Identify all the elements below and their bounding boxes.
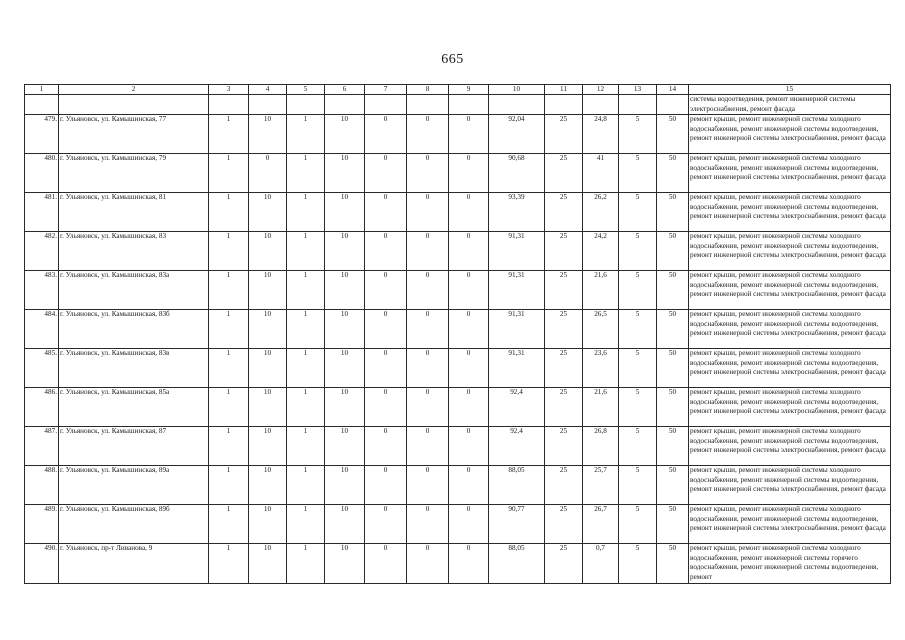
address-cell: г. Ульяновск, пр-т Ливанова, 9 [59,544,209,583]
value-cell: 0 [449,154,489,193]
value-cell: 1 [209,505,249,544]
value-cell: 0 [449,466,489,505]
value-cell: 1 [287,388,325,427]
value-cell: 0 [365,310,407,349]
value-cell: 1 [287,505,325,544]
column-number: 12 [583,85,619,95]
table-row [25,427,891,466]
value-cell: 10 [249,193,287,232]
column-number: 3 [209,85,249,95]
value-cell: 1 [287,193,325,232]
table-row [25,271,891,310]
value-cell: 5 [619,193,657,232]
value-cell: 50 [657,310,689,349]
column-number: 1 [25,85,59,95]
address-cell: г. Ульяновск, ул. Камышинская, 83а [59,271,209,310]
value-cell: 91,31 [489,232,545,271]
column-number: 10 [489,85,545,95]
value-cell: 0 [407,193,449,232]
value-cell: 5 [619,310,657,349]
value-cell: 0 [365,193,407,232]
value-cell: 0 [365,466,407,505]
row-number-cell: 486. [25,388,59,427]
value-cell: 25 [545,466,583,505]
value-cell: 25 [545,154,583,193]
value-cell: 50 [657,388,689,427]
value-cell: 90,68 [489,154,545,193]
empty-cell [365,95,407,115]
value-cell: 0 [365,154,407,193]
value-cell: 5 [619,388,657,427]
address-cell: г. Ульяновск, ул. Камышинская, 77 [59,115,209,154]
value-cell: 50 [657,115,689,154]
value-cell: 92,4 [489,427,545,466]
value-cell: 0 [365,505,407,544]
empty-cell [209,95,249,115]
value-cell: 0 [365,271,407,310]
empty-cell [583,95,619,115]
value-cell: 1 [209,193,249,232]
value-cell: 90,77 [489,505,545,544]
value-cell: 25 [545,232,583,271]
registry-body [25,95,891,584]
value-cell: 92,4 [489,388,545,427]
value-cell: 0 [407,505,449,544]
registry-table [24,84,891,584]
table-row [25,310,891,349]
value-cell: 0 [407,115,449,154]
value-cell: 0 [407,271,449,310]
value-cell: 25 [545,193,583,232]
column-number-row [25,85,891,95]
value-cell: 50 [657,505,689,544]
address-cell: г. Ульяновск, ул. Камышинская, 83 [59,232,209,271]
value-cell: 25 [545,388,583,427]
value-cell: 1 [209,388,249,427]
column-number: 8 [407,85,449,95]
row-number-cell: 481. [25,193,59,232]
value-cell: 21,6 [583,388,619,427]
table-row [25,544,891,583]
value-cell: 50 [657,271,689,310]
column-number: 11 [545,85,583,95]
value-cell: 10 [325,232,365,271]
works-cell: ремонт крыши, ремонт инженерной системы холодного водоснабжения, ремонт инженерной системы горячего водоснабжения, ремонт инженерной системы водоотведения, ремонт [689,544,891,583]
value-cell: 0 [449,349,489,388]
value-cell: 25 [545,544,583,583]
value-cell: 5 [619,505,657,544]
value-cell: 0 [407,466,449,505]
row-number-cell: 483. [25,271,59,310]
row-number-cell: 485. [25,349,59,388]
value-cell: 1 [209,115,249,154]
value-cell: 5 [619,349,657,388]
empty-cell [25,95,59,115]
column-number: 2 [59,85,209,95]
value-cell: 1 [209,466,249,505]
table-row [25,232,891,271]
value-cell: 10 [325,466,365,505]
value-cell: 0 [449,193,489,232]
works-cell: ремонт крыши, ремонт инженерной системы холодного водоснабжения, ремонт инженерной системы водоотведения, ремонт инженерной системы электроснабжения, ремонт фасада [689,466,891,505]
row-number-cell: 480. [25,154,59,193]
value-cell: 92,04 [489,115,545,154]
value-cell: 1 [287,544,325,583]
value-cell: 1 [287,466,325,505]
value-cell: 26,5 [583,310,619,349]
value-cell: 50 [657,466,689,505]
value-cell: 0 [365,115,407,154]
table-row [25,349,891,388]
value-cell: 10 [249,544,287,583]
value-cell: 10 [249,271,287,310]
value-cell: 10 [325,193,365,232]
value-cell: 10 [325,154,365,193]
value-cell: 0 [449,544,489,583]
column-number: 15 [689,85,891,95]
table-row [25,466,891,505]
value-cell: 10 [249,115,287,154]
value-cell: 1 [209,271,249,310]
row-number-cell: 482. [25,232,59,271]
value-cell: 5 [619,115,657,154]
works-cell: ремонт крыши, ремонт инженерной системы холодного водоснабжения, ремонт инженерной системы водоотведения, ремонт инженерной системы электроснабжения, ремонт фасада [689,115,891,154]
continuation-row [25,95,891,115]
address-cell: г. Ульяновск, ул. Камышинская, 81 [59,193,209,232]
value-cell: 10 [249,466,287,505]
value-cell: 25 [545,505,583,544]
works-cell: ремонт крыши, ремонт инженерной системы холодного водоснабжения, ремонт инженерной системы водоотведения, ремонт инженерной системы электроснабжения, ремонт фасада [689,427,891,466]
value-cell: 1 [287,310,325,349]
value-cell: 88,05 [489,466,545,505]
value-cell: 0 [449,271,489,310]
row-number-cell: 488. [25,466,59,505]
value-cell: 10 [249,505,287,544]
value-cell: 5 [619,232,657,271]
value-cell: 5 [619,466,657,505]
value-cell: 88,05 [489,544,545,583]
value-cell: 91,31 [489,349,545,388]
value-cell: 91,31 [489,271,545,310]
value-cell: 26,8 [583,427,619,466]
value-cell: 0 [449,232,489,271]
value-cell: 10 [325,310,365,349]
works-cell: ремонт крыши, ремонт инженерной системы холодного водоснабжения, ремонт инженерной системы водоотведения, ремонт инженерной системы электроснабжения, ремонт фасада [689,154,891,193]
value-cell: 21,6 [583,271,619,310]
value-cell: 1 [287,232,325,271]
value-cell: 24,8 [583,115,619,154]
works-cell: ремонт крыши, ремонт инженерной системы холодного водоснабжения, ремонт инженерной системы водоотведения, ремонт инженерной системы электроснабжения, ремонт фасада [689,193,891,232]
row-number-cell: 490. [25,544,59,583]
value-cell: 93,39 [489,193,545,232]
value-cell: 5 [619,154,657,193]
value-cell: 0 [365,544,407,583]
works-cell: ремонт крыши, ремонт инженерной системы холодного водоснабжения, ремонт инженерной системы водоотведения, ремонт инженерной системы электроснабжения, ремонт фасада [689,349,891,388]
value-cell: 0 [449,505,489,544]
works-cell: ремонт крыши, ремонт инженерной системы холодного водоснабжения, ремонт инженерной системы водоотведения, ремонт инженерной системы электроснабжения, ремонт фасада [689,232,891,271]
value-cell: 0 [407,154,449,193]
value-cell: 1 [209,154,249,193]
value-cell: 25 [545,349,583,388]
column-number: 4 [249,85,287,95]
value-cell: 0 [407,232,449,271]
empty-cell [619,95,657,115]
column-number: 5 [287,85,325,95]
value-cell: 26,2 [583,193,619,232]
works-cell: ремонт крыши, ремонт инженерной системы холодного водоснабжения, ремонт инженерной системы водоотведения, ремонт инженерной системы электроснабжения, ремонт фасада [689,505,891,544]
value-cell: 0 [407,427,449,466]
address-cell: г. Ульяновск, ул. Камышинская, 85а [59,388,209,427]
value-cell: 0 [407,544,449,583]
table-row [25,154,891,193]
value-cell: 0 [365,388,407,427]
value-cell: 23,6 [583,349,619,388]
value-cell: 10 [325,349,365,388]
value-cell: 10 [325,115,365,154]
row-number-cell: 484. [25,310,59,349]
value-cell: 10 [249,427,287,466]
value-cell: 1 [287,349,325,388]
value-cell: 0 [407,388,449,427]
address-cell: г. Ульяновск, ул. Камышинская, 79 [59,154,209,193]
value-cell: 10 [249,349,287,388]
value-cell: 0 [449,115,489,154]
value-cell: 50 [657,349,689,388]
value-cell: 1 [287,427,325,466]
value-cell: 1 [209,349,249,388]
value-cell: 50 [657,154,689,193]
value-cell: 5 [619,544,657,583]
column-number: 13 [619,85,657,95]
value-cell: 1 [287,154,325,193]
value-cell: 41 [583,154,619,193]
works-cell: ремонт крыши, ремонт инженерной системы холодного водоснабжения, ремонт инженерной системы водоотведения, ремонт инженерной системы электроснабжения, ремонт фасада [689,310,891,349]
value-cell: 0 [249,154,287,193]
value-cell: 25 [545,115,583,154]
column-number: 9 [449,85,489,95]
value-cell: 10 [325,427,365,466]
table-row [25,193,891,232]
value-cell: 50 [657,544,689,583]
empty-cell [287,95,325,115]
value-cell: 10 [249,388,287,427]
row-number-cell: 487. [25,427,59,466]
value-cell: 1 [209,427,249,466]
value-cell: 25 [545,427,583,466]
value-cell: 10 [249,310,287,349]
empty-cell [325,95,365,115]
address-cell: г. Ульяновск, ул. Камышинская, 83в [59,349,209,388]
value-cell: 26,7 [583,505,619,544]
value-cell: 25,7 [583,466,619,505]
works-cell: ремонт крыши, ремонт инженерной системы холодного водоснабжения, ремонт инженерной системы водоотведения, ремонт инженерной системы электроснабжения, ремонт фасада [689,388,891,427]
value-cell: 0 [365,427,407,466]
value-cell: 0 [449,310,489,349]
value-cell: 1 [287,271,325,310]
value-cell: 1 [209,544,249,583]
address-cell: г. Ульяновск, ул. Камышинская, 87 [59,427,209,466]
row-number-cell: 479. [25,115,59,154]
empty-cell [657,95,689,115]
row-number-cell: 489. [25,505,59,544]
value-cell: 10 [325,544,365,583]
value-cell: 24,2 [583,232,619,271]
value-cell: 0 [407,310,449,349]
value-cell: 50 [657,232,689,271]
empty-cell [59,95,209,115]
table-row [25,388,891,427]
table-row [25,115,891,154]
value-cell: 50 [657,193,689,232]
table-row [25,505,891,544]
column-number: 6 [325,85,365,95]
value-cell: 1 [209,310,249,349]
value-cell: 1 [209,232,249,271]
empty-cell [407,95,449,115]
empty-cell [249,95,287,115]
empty-cell [449,95,489,115]
column-number: 14 [657,85,689,95]
value-cell: 0 [365,349,407,388]
address-cell: г. Ульяновск, ул. Камышинская, 83б [59,310,209,349]
empty-cell [489,95,545,115]
column-number: 7 [365,85,407,95]
value-cell: 0 [365,232,407,271]
value-cell: 10 [325,271,365,310]
value-cell: 25 [545,310,583,349]
value-cell: 0 [449,388,489,427]
address-cell: г. Ульяновск, ул. Камышинская, 89б [59,505,209,544]
page-number: 665 [441,52,464,67]
value-cell: 50 [657,427,689,466]
value-cell: 1 [287,115,325,154]
value-cell: 0,7 [583,544,619,583]
value-cell: 10 [325,505,365,544]
empty-cell [545,95,583,115]
value-cell: 10 [249,232,287,271]
value-cell: 91,31 [489,310,545,349]
value-cell: 10 [325,388,365,427]
works-cell: системы водоотведения, ремонт инженерной системы электроснабжения, ремонт фасада [689,95,891,115]
value-cell: 25 [545,271,583,310]
works-cell: ремонт крыши, ремонт инженерной системы холодного водоснабжения, ремонт инженерной системы водоотведения, ремонт инженерной системы электроснабжения, ремонт фасада [689,271,891,310]
address-cell: г. Ульяновск, ул. Камышинская, 89а [59,466,209,505]
value-cell: 5 [619,427,657,466]
value-cell: 5 [619,271,657,310]
value-cell: 0 [407,349,449,388]
value-cell: 0 [449,427,489,466]
